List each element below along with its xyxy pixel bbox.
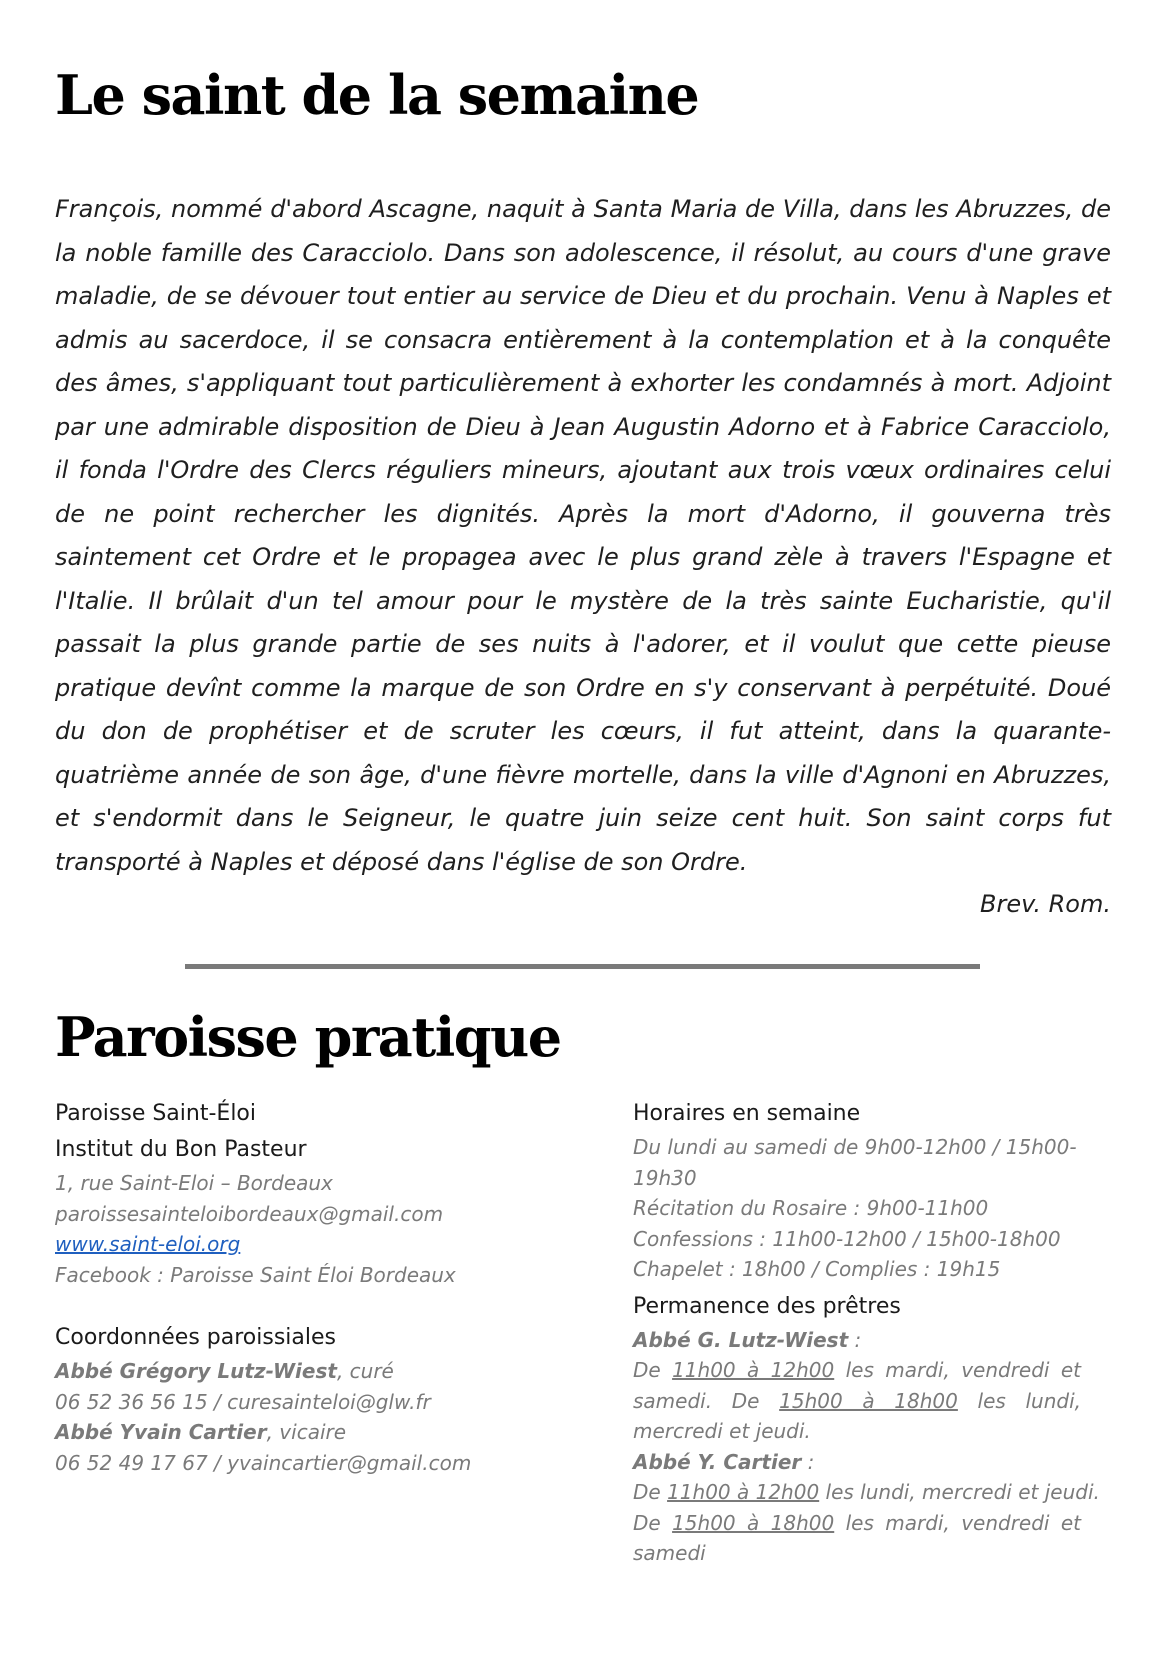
cure-role: , curé <box>336 1359 394 1383</box>
priest-1-time-1: 11h00 à 12h00 <box>672 1358 835 1382</box>
institute-name: Institut du Bon Pasteur <box>55 1137 307 1162</box>
cure-entry <box>55 1356 595 1387</box>
horaires-title: Horaires en semaine <box>633 1101 861 1126</box>
coords-title: Coordonnées paroissiales <box>55 1325 336 1350</box>
priest-1-schedule <box>633 1355 1081 1447</box>
parish-info-column <box>55 1096 595 1478</box>
priest-2-text-b: les lundi, mercredi et jeudi. <box>819 1480 1100 1504</box>
priest-2-time-1: 11h00 à 12h00 <box>667 1480 820 1504</box>
priest-2-schedule-2 <box>633 1508 1081 1569</box>
priest-1-colon: : <box>848 1327 862 1352</box>
priest-2-time-2: 15h00 à 18h00 <box>672 1510 835 1535</box>
priest-1-time-2: 15h00 à 18h00 <box>779 1388 958 1413</box>
priest-1-text-a: De <box>633 1358 673 1382</box>
vicaire-entry <box>55 1417 595 1448</box>
parish-address: 1, rue Saint-Eloi – Bordeaux <box>55 1171 333 1195</box>
parish-name: Paroisse Saint-Éloi <box>55 1101 256 1126</box>
permanence-title: Permanence des prêtres <box>633 1293 901 1319</box>
priest-2-colon: : <box>801 1449 815 1474</box>
priest-1-text-c: les lundi, mercredi et jeudi. <box>633 1388 1082 1443</box>
cure-name: Abbé Grégory Lutz-Wiest <box>55 1359 337 1383</box>
vicaire-contact: 06 52 49 17 67 / yvaincartier@gmail.com <box>55 1450 472 1475</box>
saint-section-title: Le saint de la semaine <box>55 63 699 127</box>
priest-1-text-b: les mardi, vendredi et samedi. De <box>633 1358 1082 1413</box>
priest-1-name-line <box>633 1325 1081 1356</box>
horaires-line-1: Du lundi au samedi de 9h00-12h00 / 15h00- <box>633 1135 1077 1159</box>
horaires-line-2: 19h30 <box>633 1165 697 1190</box>
confessions-time: Confessions : 11h00-12h00 / 15h00-18h00 <box>633 1226 1061 1251</box>
saint-biography-text: François, nommé d'abord Ascagne, naquit à Santa Maria de Villa, dans les Abruzzes, de la noble famille des Caracciolo. Dans son adolescence, il résolut, au cours d'une grave maladie, de se dévouer tout entier au service de Dieu et du prochain. Venu à Naples et admis au sacerdoce, il se consacra entièrement à la contemplation et à la conquête des âmes, s'appliquant tout particulièrement à exhorter les condamnés à mort. Adjoint par une admirable disposition de Dieu à Jean Augustin Adorno et à Fabrice Caracciolo, il fonda l'Ordre des Clercs réguliers mineurs, ajoutant aux trois vœux ordinaires celui de ne point rechercher les dignités. Après la mort d'Adorno, il gouverna très saintement cet Ordre et le propagea avec le plus grand zèle à travers l'Espagne et l'Italie. Il brûlait d'un tel amour pour le mystère de la très sainte Eucharistie, qu'il passait la plus grande partie de ses nuits à l'adorer, et il voulut que cette pieuse pratique devînt comme la marque de son Ordre en s'y conservant à perpétuité. Doué du don de prophétiser et de scruter les cœurs, il fut atteint, dans la quarante-quatrième année de son âge, d'une fièvre mortelle, dans la ville d'Agnoni en Abruzzes, et s'endormit dans le Seigneur, le quatre juin seize cent huit. Son saint corps fut transporté à Naples et déposé dans l'église de son Ordre. <box>55 195 1111 876</box>
parish-email[interactable]: paroissesainteloibordeaux@gmail.com <box>55 1201 444 1226</box>
rosaire-time: Récitation du Rosaire : 9h00-11h00 <box>633 1196 989 1220</box>
priest-2-text-a: De <box>633 1480 668 1504</box>
parish-facebook: Facebook : Paroisse Saint Éloi Bordeaux <box>55 1262 456 1287</box>
priest-2-text-d: les mardi, vendredi et samedi <box>633 1510 1082 1565</box>
schedule-column <box>633 1096 1100 1569</box>
priest-2-name-line <box>633 1447 1081 1478</box>
vicaire-role: , vicaire <box>266 1420 347 1444</box>
priest-1-name: Abbé G. Lutz-Wiest <box>633 1327 849 1352</box>
priest-2-schedule-1 <box>633 1477 1100 1508</box>
chapelet-time: Chapelet : 18h00 / Complies : 19h15 <box>633 1257 1001 1281</box>
parish-website-link[interactable]: www.saint-eloi.org <box>55 1232 241 1256</box>
priest-2-name: Abbé Y. Cartier <box>633 1449 802 1474</box>
section-divider <box>185 964 980 969</box>
cure-contact: 06 52 36 56 15 / curesainteloi@glw.fr <box>55 1389 431 1414</box>
priest-2-text-c: De <box>633 1510 673 1535</box>
saint-source: Brev. Rom. <box>980 890 1111 918</box>
paroisse-section-title: Paroisse pratique <box>55 1005 561 1069</box>
vicaire-name: Abbé Yvain Cartier <box>55 1420 267 1444</box>
